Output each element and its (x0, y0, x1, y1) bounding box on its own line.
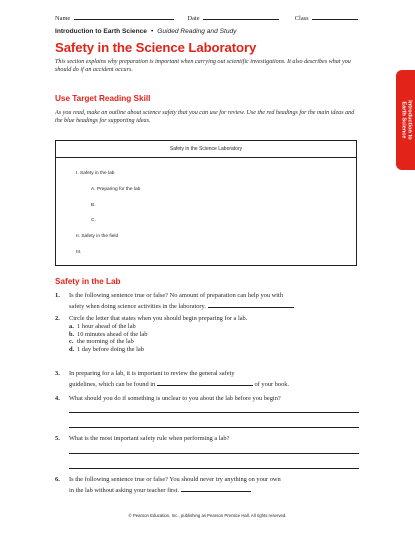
outline-item: B. (91, 203, 96, 208)
question-text: What should you do if something is unclear to you about the lab before you begin? (69, 395, 281, 402)
question-number: 1. (55, 292, 60, 299)
outline-item: II. Safety in the field (76, 234, 119, 239)
question-text: safety when doing science activities in the laboratory. (69, 302, 206, 310)
choice-d[interactable]: d. 1 day before doing the lab (69, 346, 144, 354)
answer-blank[interactable] (208, 300, 294, 308)
question-1 (55, 292, 365, 311)
question-text: What is the most important safety rule when performing a lab? (69, 435, 230, 442)
question-text: in the lab without asking your teacher first. (69, 486, 180, 494)
outline-box (55, 140, 357, 266)
question-3 (55, 370, 365, 389)
date-blank[interactable] (203, 12, 279, 20)
question-6 (55, 476, 365, 495)
question-number: 2. (55, 315, 60, 322)
outline-item: A. Preparing for the lab (91, 187, 141, 192)
class-label: Class (294, 15, 309, 22)
name-date-class-row (55, 12, 358, 22)
choice-c[interactable]: c. the morning of the lab (69, 338, 134, 346)
date-label: Date (187, 15, 200, 22)
question-5 (55, 435, 365, 443)
section-heading: Safety in the Lab (55, 277, 121, 286)
separator-bullet: • (150, 28, 154, 35)
page-title: Safety in the Science Laboratory (55, 40, 257, 55)
outline-item: C. (91, 218, 96, 223)
answer-line[interactable] (69, 412, 359, 413)
outline-item: I. Safety in the lab (76, 171, 115, 176)
course-subtitle (55, 28, 236, 35)
question-text: Is the following sentence true or false? You should never try anything on your own (69, 476, 281, 483)
question-text: of your book. (254, 380, 290, 388)
reading-skill-instructions: As you read, make an outline about science safety that you can use for review. Use the red headings for the main ideas and the blue headings for supporting ideas. (55, 110, 355, 124)
question-number: 4. (55, 395, 60, 402)
question-number: 5. (55, 435, 60, 442)
side-tab (396, 70, 415, 170)
outline-title: Safety in the Science Laboratory (56, 141, 356, 158)
copyright-footer: © Pearson Education, Inc., publishing as Pearson Prentice Hall. All rights reserved. (128, 513, 287, 518)
answer-blank[interactable] (157, 378, 253, 386)
question-2 (55, 315, 365, 354)
question-text: Circle the letter that states when you should begin preparing for a lab. (69, 315, 248, 322)
class-blank[interactable] (312, 12, 358, 20)
intro-text: This section explains why preparation is important when carrying out scientific investigations. It also describes what you should do if an accident occurs. (55, 59, 351, 73)
question-text: guidelines, which can be found in (69, 380, 156, 388)
reading-skill-heading: Use Target Reading Skill (55, 94, 151, 103)
answer-line[interactable] (69, 453, 359, 454)
answer-line[interactable] (69, 468, 359, 469)
side-tab-label: Introduction to Earth Science (399, 100, 412, 140)
course-name: Introduction to Earth Science (55, 28, 147, 35)
choice-a[interactable]: a. 1 hour ahead of the lab (69, 322, 136, 330)
guide-name: Guided Reading and Study (157, 28, 237, 35)
question-number: 3. (55, 370, 60, 377)
answer-line[interactable] (69, 427, 359, 428)
question-text: In preparing for a lab, it is important to review the general safety (69, 370, 235, 377)
outline-item: III. (76, 250, 82, 255)
question-number: 6. (55, 476, 60, 483)
choice-b[interactable]: b. 10 minutes ahead of the lab (69, 330, 148, 338)
name-blank[interactable] (74, 12, 174, 20)
question-4 (55, 395, 365, 403)
name-label: Name (55, 15, 71, 22)
question-text: Is the following sentence true or false? No amount of preparation can help you with (69, 292, 284, 299)
answer-blank[interactable] (181, 484, 251, 492)
